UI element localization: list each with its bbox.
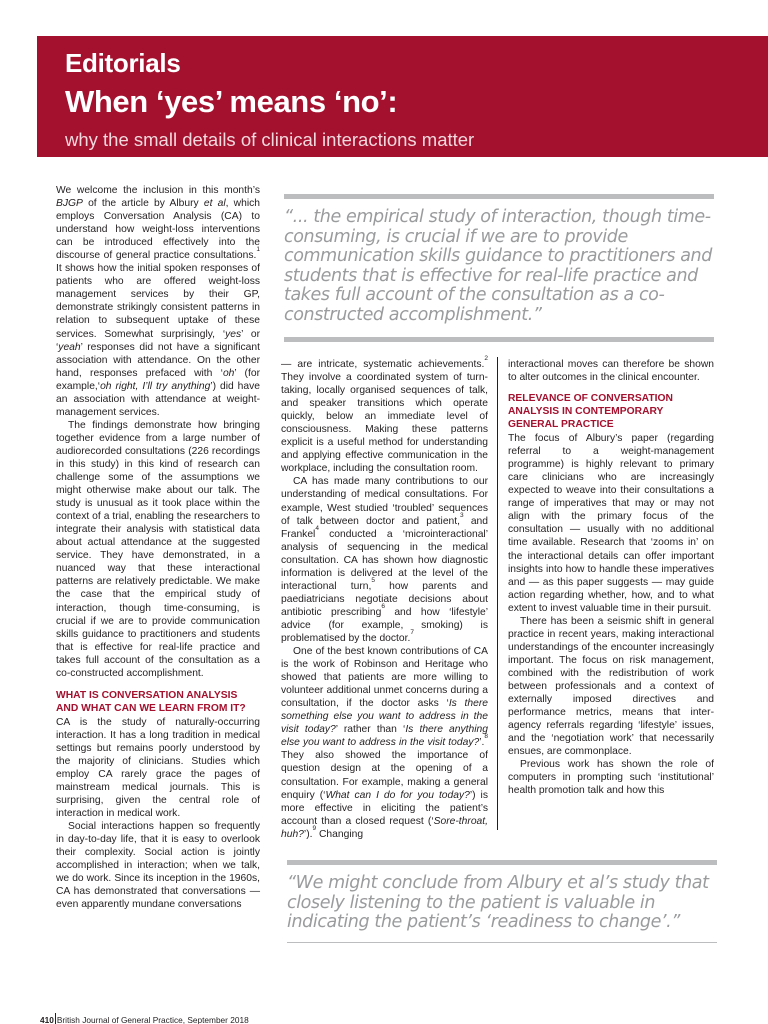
editorial-banner <box>37 36 768 157</box>
page-footer <box>40 1013 249 1024</box>
journal-name: British Journal of General Practice, September 2018 <box>56 1015 249 1024</box>
body-column-3: interactional moves can therefore be shown to alter outcomes in the clinical encounter. RELEVANCE OF CONVERSATION ANALYSIS IN CONTEMPORARY GENERAL PRACTICE The focus of Albury’s paper (regarding referral to a weight-management programme) is highly relevant to primary care clinicians who are increasingly expected to weave into their consultations a range of imperatives that may or may not align with the primary focus of the consultation — usually with no additional time available. Research that ‘zooms in’ on the interactional details can offer important insights into how to handle these imperatives and — as this paper suggests — may guide action regarding whether, how, and to what extent to invest valuable time in their pursuit. There has been a seismic shift in general practice in recent years, making interactional understandings of the encounter increasingly important. The focus on risk management, combined with the redistribution of work between professionals and a context of externally imposed directives and performance metrics, means that inter-agency referrals regarding ‘lifestyle’ issues, and the ‘negotiation work’ that necessarily ensues, are commonplace. Previous work has shown the role of computers in prompting such ‘institutional’ health promotion talk and how this <box>508 359 714 797</box>
body-column-2: — are intricate, systematic achievements.$^2$ They involve a coordinated system of turn-taking, locally organised sequences of talk, and speaker transitions which operate quickly, below an immediate level of consciousness. Making these patterns explicit is a useful method for understanding and applying effective communication in the workplace, including the consultation room. CA has made many contributions to our understanding of medical consultations. For example, West studied ‘troubled’ sequences of talk between doctor and patient,$^3$ and Frankel$^4$ conducted a ‘microinteractional’ analysis of sequencing in the medical consultation. CA has shown how diagnostic information is delivered at the level of the interactional turn,$^5$ how parents and paediatricians negotiate decisions about antibiotic prescribing$^6$ and how ‘lifestyle’ advice (for example, smoking) is problematised by the doctor.$^7$ One of the best known contributions of CA is the work of Robinson and Heritage who showed that patients are more willing to volunteer additional unmet concerns during a consultation, if the doctor asks ‘Is there something else you want to address in the visit today?’ rather than ‘Is there anything else you want to address in the visit today?’.$^8$ They also showed the importance of question design at the opening of a consultation. For example, making a general enquiry (‘What can I do for you today?’) is more effective in eliciting the patient’s account than a closed request (‘Sore-throat, huh?’).$^9$ Changing <box>281 355 488 840</box>
article-title: When ‘yes’ means ‘no’: <box>65 84 398 119</box>
section-label: Editorials <box>65 48 181 78</box>
column-divider <box>497 357 498 830</box>
section-heading: WHAT IS CONVERSATION ANALYSIS AND WHAT CAN WE LEARN FROM IT? <box>56 689 246 714</box>
pull-quote: “We might conclude from Albury et al’s study that closely listening to the patient is valuable in indicating the patient’s ‘readiness to change’.” <box>287 873 709 933</box>
pull-quote-bottom-rule <box>287 942 717 943</box>
article-subtitle: why the small details of clinical interactions matter <box>65 129 475 150</box>
section-heading: RELEVANCE OF CONVERSATION ANALYSIS IN CONTEMPORARY GENERAL PRACTICE <box>508 393 673 431</box>
body-column-1: We welcome the inclusion in this month’s BJGP of the article by Albury et al, which employs Conversation Analysis (CA) to understand how weight-loss interventions can be introduced effectively into the discourse of general practice consultations.$^1$ It shows how the initial spoken responses of patients who are offered weight-loss management services by their GP, demonstrate strikingly consistent patterns in relation to subsequent uptake of these services. Somewhat surprisingly, ‘yes’ or ‘yeah’ responses did not have a significant association with attendance. On the other hand, responses prefaced with ‘oh’ (for example,‘oh right, I’ll try anything’) did have an association with attendance at weight-management services. The findings demonstrate how bringing together evidence from a large number of audiorecorded consultations (226 recordings in this study) in this kind of research can challenge some of the assumptions we might otherwise make about our talk. The study is unusual as it took place within the context of a trial, enabling the researchers to integrate their analysis with statistical data about actual attendance at the suggested service. They have demonstrated, in a nuanced way that these interactional patterns are relatively predictable. We make the case that the empirical study of interaction, though time-consuming, is crucial if we are to provide communication skills guidance to practitioners and students that is effective for real-life practice and takes full account of the consultation as a co-constructed accomplishment. WHAT IS CONVERSATION ANALYSIS AND WHAT CAN WE LEARN FROM IT? CA is the study of naturally-occurring interaction. It has a long tradition in medical settings but remains poorly understood by the majority of clinicians. Studies which employ CA rarely grace the pages of mainstream medical journals. This is surprising, given the central role of interaction in medical work. Social interactions happen so frequently in day-to-day life, that it is easy to overlook their complexity. Social action is jointly accomplished in interaction; when we talk, we do work. Since its inception in the 1960s, CA has demonstrated that conversations — even apparently mundane conversations <box>56 185 261 911</box>
pull-quote-bottom-bar <box>284 337 714 342</box>
pull-quote: “... the empirical study of interaction, though time-consuming, is crucial if we are to provide communication skills guidance to practitioners and students that is effective for real-life practice and takes full account of the consultation as a co-constructed accomplishment.” <box>284 207 712 325</box>
page-number: 410 <box>40 1015 54 1024</box>
pull-quote-top-bar <box>284 194 714 199</box>
footer-divider <box>55 1013 56 1024</box>
pull-quote-top-bar <box>287 860 717 865</box>
